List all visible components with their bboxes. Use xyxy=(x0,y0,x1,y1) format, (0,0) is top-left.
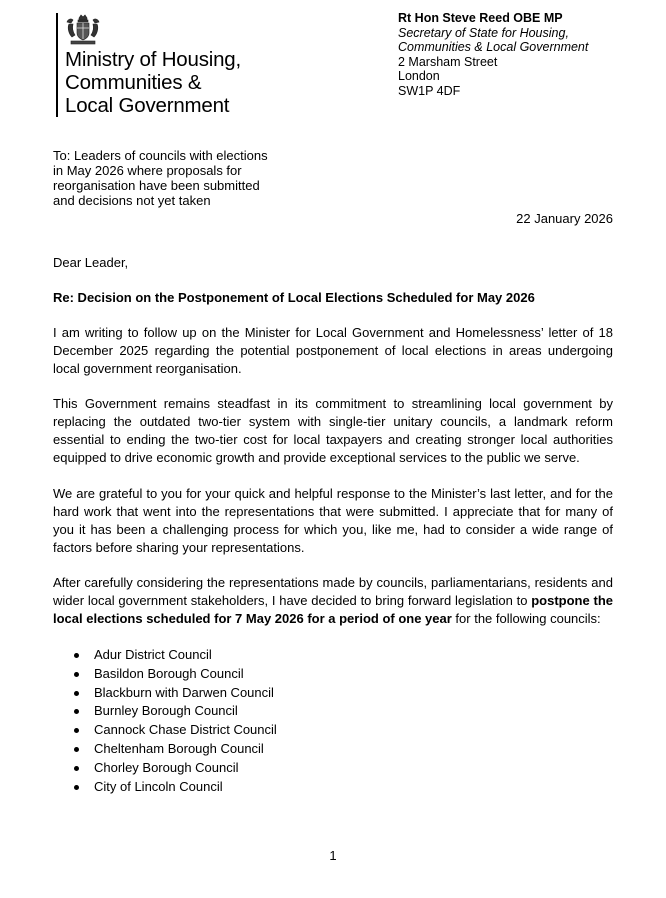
bullet-icon xyxy=(74,709,79,714)
sender-address-line: SW1P 4DF xyxy=(398,83,461,98)
council-name: Chorley Borough Council xyxy=(94,759,239,775)
letter-date: 22 January 2026 xyxy=(516,211,613,226)
recipient-line: and decisions not yet taken xyxy=(53,193,211,208)
decision-paragraph xyxy=(53,574,613,628)
council-name: Burnley Borough Council xyxy=(94,703,238,719)
council-name: Cheltenham Borough Council xyxy=(94,741,264,757)
list-item xyxy=(53,759,613,778)
bullet-icon xyxy=(74,691,79,696)
council-name: Blackburn with Darwen Council xyxy=(94,684,274,700)
list-item xyxy=(53,646,613,665)
council-name: Cannock Chase District Council xyxy=(94,722,277,738)
decision-emphasis: postpone the local elections scheduled for 7 May 2026 for a period of one year xyxy=(53,593,613,627)
royal-coat-of-arms-icon xyxy=(63,12,103,48)
ministry-name-line: Ministry of Housing, xyxy=(65,48,242,71)
logo-rule xyxy=(56,13,58,117)
sender-address-line: London xyxy=(398,69,440,84)
page-number: 1 xyxy=(329,848,337,863)
ministry-name-line: Communities & xyxy=(65,71,202,94)
list-item xyxy=(53,740,613,759)
decision-text: for the following councils: xyxy=(451,611,601,627)
sender-role: Secretary of State for Housing, xyxy=(398,25,569,40)
salutation: Dear Leader, xyxy=(53,255,129,270)
recipient-line: To: Leaders of councils with elections xyxy=(53,148,268,163)
ministry-name xyxy=(65,48,241,117)
body-paragraph: I am writing to follow up on the Minister for Local Government and Homelessness’ letter of 18 December 2025 regarding the potential postponement of local elections in areas undergoing local government reorganisation. xyxy=(53,324,613,376)
sender-block xyxy=(398,11,614,99)
council-list xyxy=(53,646,613,796)
body-paragraph: We are grateful to you for your quick and helpful response to the Minister’s last letter, and for the hard work that went into the representations that were submitted. I appreciate that for many of you it has been a challenging process for which you, like me, had to consider a wide range of factors before sharing your representations. xyxy=(53,485,613,555)
bullet-icon xyxy=(74,653,79,658)
list-item xyxy=(53,721,613,740)
list-item xyxy=(53,684,613,703)
recipient-line: in May 2026 where proposals for xyxy=(53,163,242,178)
body-paragraph: This Government remains steadfast in its commitment to streamlining local government by replacing the outdated two-tier system with single-tier unitary councils, a landmark reform essential to ending the two-tier cost for local taxpayers and creating stronger local authorities equipped to drive economic growth and provide exceptional services to the public we serve. xyxy=(53,396,613,466)
list-item xyxy=(53,665,613,684)
council-name: Adur District Council xyxy=(94,647,212,663)
bullet-icon xyxy=(74,766,79,771)
sender-name: Rt Hon Steve Reed OBE MP xyxy=(398,11,563,25)
sender-address-line: 2 Marsham Street xyxy=(398,54,498,69)
decision-text: After carefully considering the representations made by councils, parliamentarians, residents and wider local government stakeholders, I have decided to bring forward legislation to xyxy=(53,575,613,609)
council-name: City of Lincoln Council xyxy=(94,778,223,794)
ministry-name-line: Local Government xyxy=(65,94,230,117)
list-item xyxy=(53,778,613,797)
bullet-icon xyxy=(74,672,79,677)
subject-line: Re: Decision on the Postponement of Local Elections Scheduled for May 2026 xyxy=(53,289,535,305)
recipient-line: reorganisation have been submitted xyxy=(53,178,260,193)
bullet-icon xyxy=(74,747,79,752)
council-name: Basildon Borough Council xyxy=(94,665,244,681)
letter-body xyxy=(53,254,613,796)
recipient-block xyxy=(53,148,293,208)
bullet-icon xyxy=(74,785,79,790)
list-item xyxy=(53,702,613,721)
bullet-icon xyxy=(74,728,79,733)
sender-role: Communities & Local Government xyxy=(398,40,589,55)
